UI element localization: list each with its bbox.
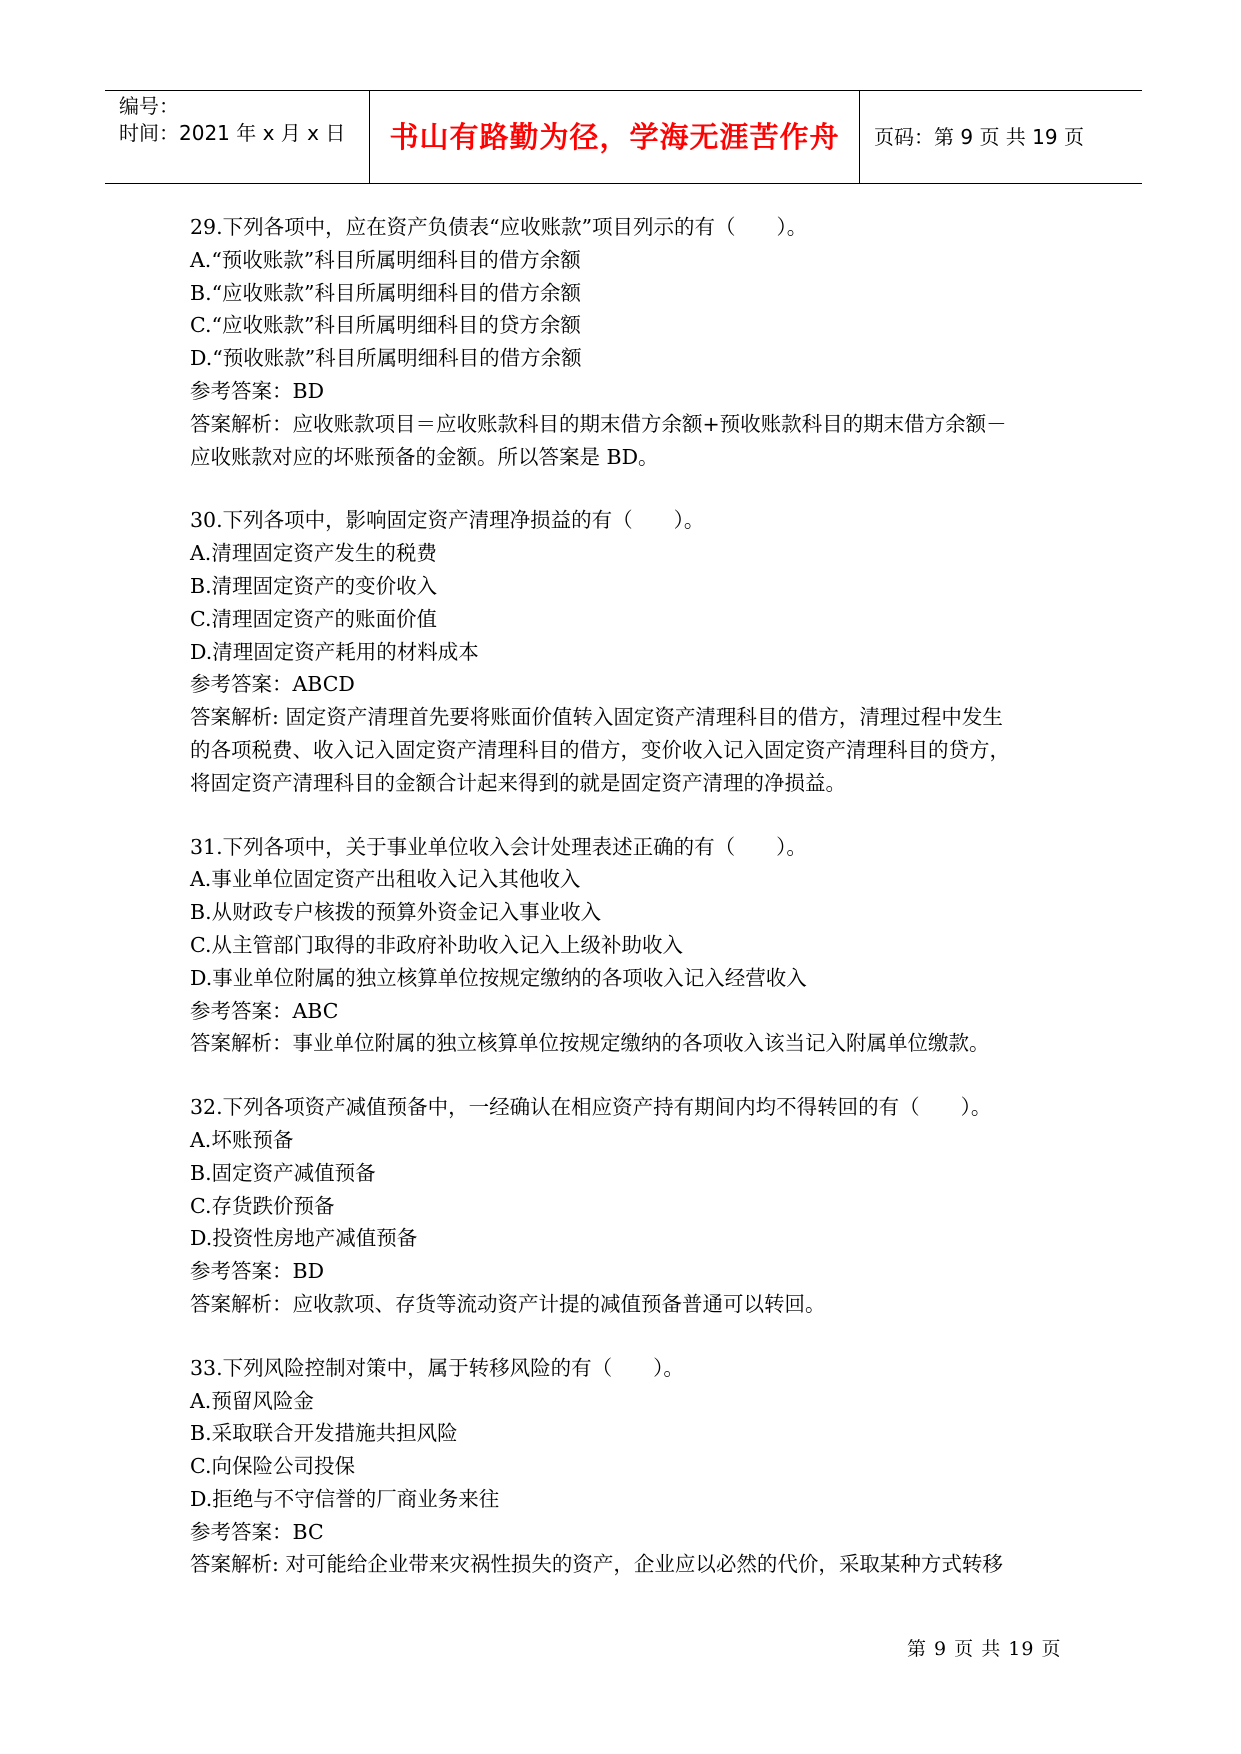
question-block	[190, 1091, 1070, 1321]
question-option: A.“预收账款”科目所属明细科目的借方余额	[190, 247, 581, 272]
question-option: D.拒绝与不守信誉的厂商业务来往	[190, 1486, 500, 1511]
question-option: D.事业单位附属的独立核算单位按规定缴纳的各项收入记入经营收入	[190, 965, 807, 990]
question-option: B.从财政专户核拨的预算外资金记入事业收入	[190, 900, 602, 925]
answer-analysis-line: 答案解析：应收账款项目＝应收账款科目的期末借方余额+预收账款科目的期末借方余额－	[190, 411, 1007, 436]
reference-answer: 参考答案：BD	[190, 378, 325, 403]
answer-analysis-line: 答案解析: 对可能给企业带来灾祸性损失的资产，企业应以必然的代价，采取某种方式转移	[190, 1552, 1003, 1577]
question-list	[190, 211, 1070, 1612]
question-block	[190, 1352, 1070, 1582]
page-footer: 第 9 页 共 19 页	[907, 1638, 1062, 1660]
question-stem: 32.下列各项资产减值预备中，一经确认在相应资产持有期间内均不得转回的有（ ）。	[190, 1095, 992, 1120]
reference-answer: 参考答案：ABC	[190, 998, 339, 1023]
answer-analysis-line: 将固定资产清理科目的金额合计起来得到的就是固定资产清理的净损益。	[190, 770, 846, 795]
question-block	[190, 211, 1070, 473]
question-option: B.采取联合开发措施共担风险	[190, 1421, 458, 1446]
question-option: C.存货跌价预备	[190, 1193, 335, 1218]
question-option: D.“预收账款”科目所属明细科目的借方余额	[190, 346, 582, 371]
question-option: C.清理固定资产的账面价值	[190, 606, 437, 631]
question-stem: 30.下列各项中，影响固定资产清理净损益的有（ ）。	[190, 508, 705, 533]
question-stem: 29.下列各项中，应在资产负债表“应收账款”项目列示的有（ ）。	[190, 215, 808, 239]
question-block	[190, 504, 1070, 799]
answer-analysis-line: 应收账款对应的坏账预备的金额。所以答案是 BD。	[190, 444, 659, 469]
question-option: B.固定资产减值预备	[190, 1160, 376, 1185]
question-option: A.清理固定资产发生的税费	[190, 541, 437, 566]
question-option: C.“应收账款”科目所属明细科目的贷方余额	[190, 313, 581, 338]
question-option: A.事业单位固定资产出租收入记入其他收入	[190, 867, 581, 892]
question-option: C.向保险公司投保	[190, 1454, 355, 1479]
answer-analysis-line: 答案解析：事业单位附属的独立核算单位按规定缴纳的各项收入该当记入附属单位缴款。	[190, 1031, 990, 1056]
document-number-label: 编号：	[119, 94, 179, 118]
question-option: B.清理固定资产的变价收入	[190, 573, 438, 598]
reference-answer: 参考答案：ABCD	[190, 672, 355, 697]
header-motto: 书山有路勤为径，学海无涯苦作舟	[370, 91, 860, 183]
question-stem: 31.下列各项中，关于事业单位收入会计处理表述正确的有（ ）。	[190, 834, 807, 859]
answer-analysis-line: 答案解析: 固定资产清理首先要将账面价值转入固定资产清理科目的借方，清理过程中发生	[190, 705, 1003, 730]
header-meta	[105, 91, 370, 183]
answer-analysis-line: 的各项税费、收入记入固定资产清理科目的借方，变价收入记入固定资产清理科目的贷方，	[190, 737, 1010, 762]
answer-analysis-line: 答案解析：应收款项、存货等流动资产计提的减值预备普通可以转回。	[190, 1291, 826, 1316]
question-option: D.投资性房地产减值预备	[190, 1226, 418, 1251]
question-option: B.“应收账款”科目所属明细科目的借方余额	[190, 280, 582, 305]
header-page-info: 页码：第 9 页 共 19 页	[874, 124, 1084, 149]
reference-answer: 参考答案：BD	[190, 1259, 325, 1284]
reference-answer: 参考答案：BC	[190, 1519, 324, 1544]
question-option: A.预留风险金	[190, 1388, 314, 1413]
page-header	[105, 90, 1142, 184]
question-stem: 33.下列风险控制对策中，属于转移风险的有（ ）。	[190, 1355, 684, 1380]
document-time-label: 时间：2021 年 x 月 x 日	[119, 121, 346, 145]
question-block	[190, 831, 1070, 1061]
question-option: C.从主管部门取得的非政府补助收入记入上级补助收入	[190, 932, 683, 957]
question-option: D.清理固定资产耗用的材料成本	[190, 639, 479, 664]
question-option: A.坏账预备	[190, 1127, 294, 1152]
